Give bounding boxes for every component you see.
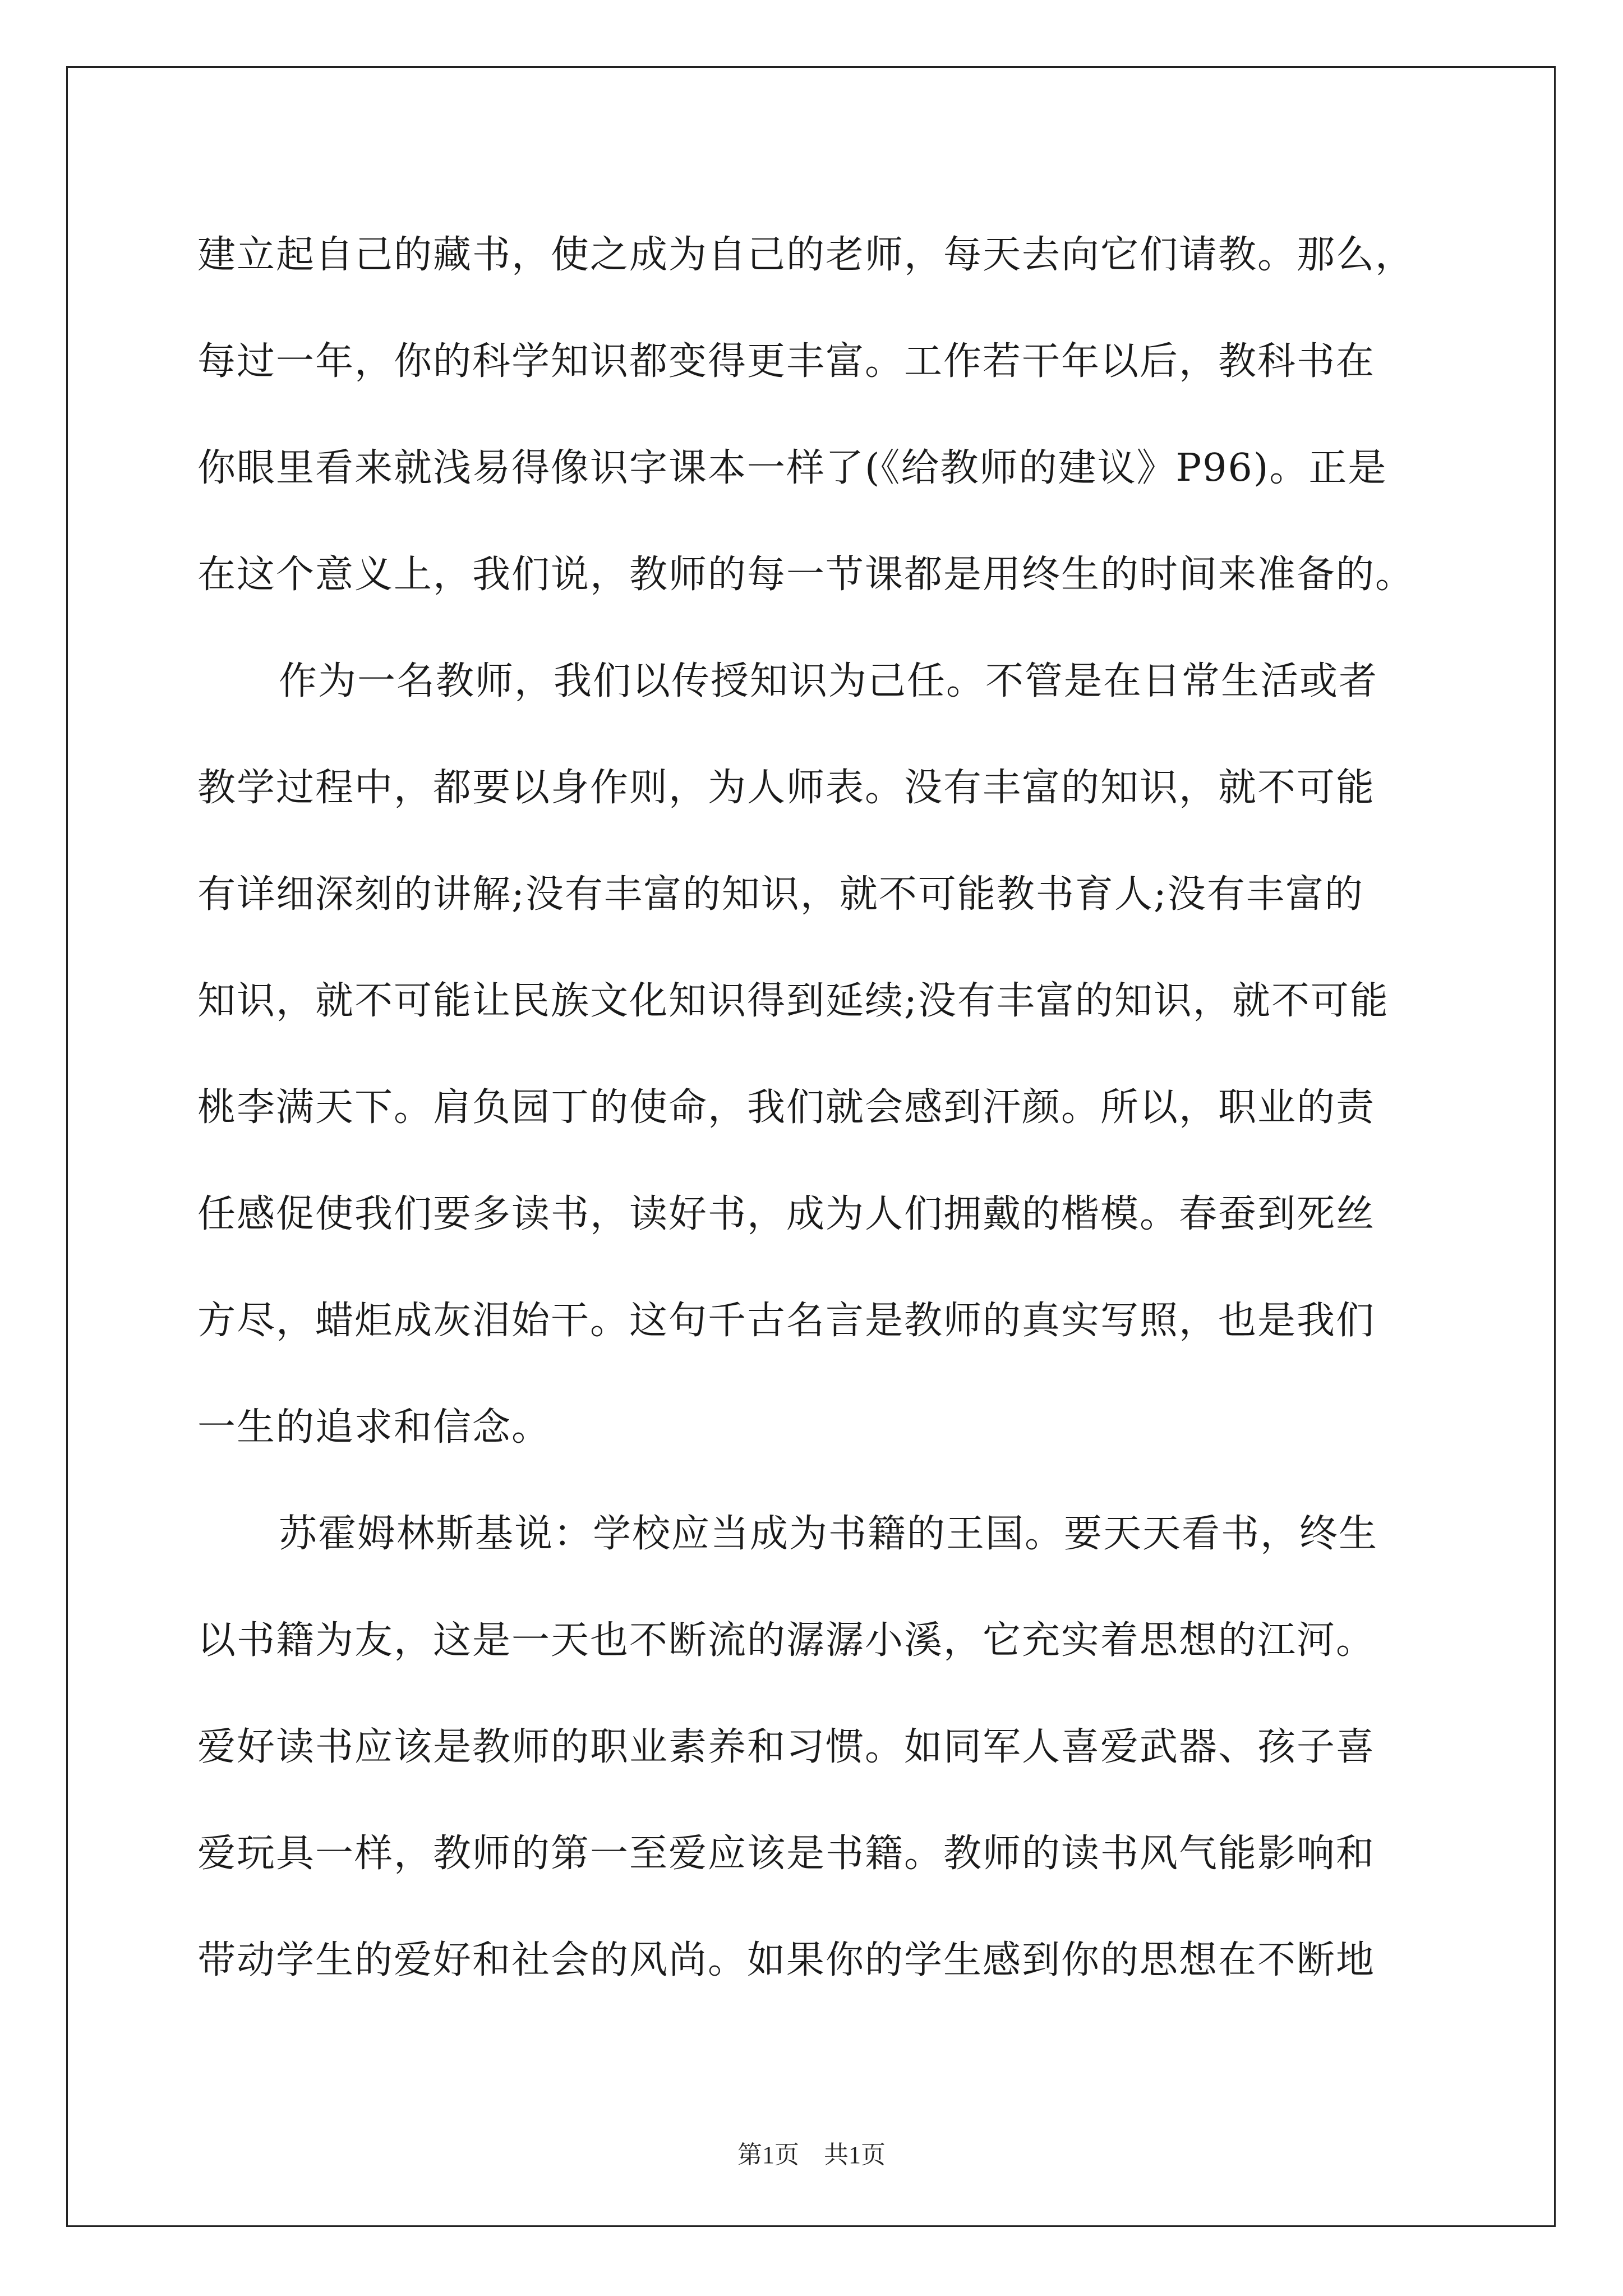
text-line-3: 你眼里看来就浅易得像识字课本一样了(《给教师的建议》P96)。正是 [197, 446, 1387, 490]
text-line-6: 教学过程中，都要以身作则，为人师表。没有丰富的知识，就不可能 [197, 766, 1376, 810]
text-line-15: 爱好读书应该是教师的职业素养和习惯。如同军人喜爱武器、孩子喜 [197, 1725, 1376, 1769]
text-line-2: 每过一年，你的科学知识都变得更丰富。工作若干年以后，教科书在 [197, 339, 1376, 384]
text-line-14: 以书籍为友，这是一天也不断流的潺潺小溪，它充实着思想的江河。 [197, 1618, 1376, 1663]
text-line-16: 爱玩具一样，教师的第一至爱应该是书籍。教师的读书风气能影响和 [197, 1832, 1376, 1876]
text-line-8: 知识，就不可能让民族文化知识得到延续;没有丰富的知识，就不可能 [197, 979, 1389, 1023]
text-line-9: 桃李满天下。肩负园丁的使命，我们就会感到汗颜。所以，职业的责 [197, 1085, 1376, 1130]
text-line-12: 一生的追求和信念。 [197, 1405, 551, 1450]
page-number-label: 第1页 [737, 2141, 799, 2169]
text-line-13: 苏霍姆林斯基说：学校应当成为书籍的王国。要天天看书，终生 [279, 1512, 1378, 1556]
text-line-5: 作为一名教师，我们以传授知识为己任。不管是在日常生活或者 [279, 659, 1378, 703]
page-total-label: 共1页 [824, 2141, 886, 2169]
text-line-11: 方尽，蜡炬成灰泪始干。这句千古名言是教师的真实写照，也是我们 [197, 1299, 1376, 1343]
text-line-10: 任感促使我们要多读书，读好书，成为人们拥戴的楷模。春蚕到死丝 [197, 1192, 1376, 1236]
text-line-4: 在这个意义上，我们说，教师的每一节课都是用终生的时间来准备的。 [197, 553, 1415, 597]
text-line-1: 建立起自己的藏书，使之成为自己的老师，每天去向它们请教。那么， [197, 233, 1415, 277]
text-line-17: 带动学生的爱好和社会的风尚。如果你的学生感到你的思想在不断地 [197, 1938, 1376, 1982]
document-body [197, 202, 1426, 2014]
page-footer [0, 2138, 1623, 2172]
text-line-7: 有详细深刻的讲解;没有丰富的知识，就不可能教书育人;没有丰富的 [197, 872, 1364, 917]
